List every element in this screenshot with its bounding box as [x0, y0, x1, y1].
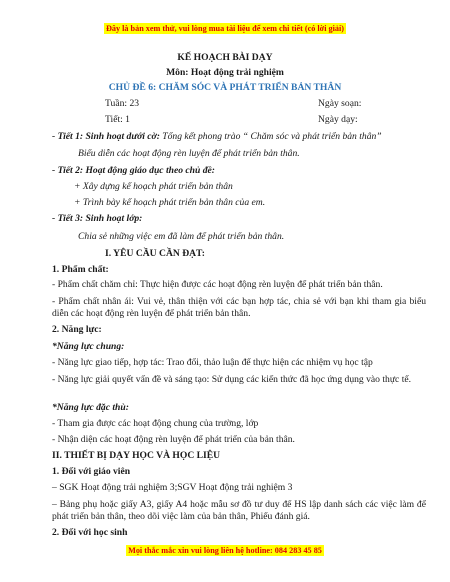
teacher-heading: 1. Đối với giáo viên	[52, 466, 131, 477]
doc-title: KẾ HOẠCH BÀI DẠY	[177, 52, 273, 63]
topic-heading: CHỦ ĐỀ 6: CHĂM SÓC VÀ PHÁT TRIỂN BẢN THÂN	[108, 82, 342, 93]
session-3-label: - Tiết 3: Sinh hoạt lớp:	[52, 213, 143, 224]
specific-competence-heading: *Năng lực đặc thù:	[52, 402, 129, 413]
session-2-item-2: + Trình bày kế hoạch phát triển bản thân của em.	[74, 197, 266, 208]
prep-date-label: Ngày soạn:	[318, 98, 362, 109]
session-1-text: Tổng kết phong trào “ Chăm sóc và phát triển bản thân”	[159, 131, 382, 142]
teach-date-label: Ngày dạy:	[318, 114, 358, 125]
student-heading: 2. Đối với học sinh	[52, 527, 128, 538]
teacher-block	[52, 482, 426, 524]
general-competence-heading: *Năng lực chung:	[52, 341, 125, 352]
preview-banner	[0, 24, 450, 33]
section-1-heading: I. YÊU CẦU CẦN ĐẠT:	[105, 248, 205, 259]
specific-competence-1: - Tham gia được các hoạt động chung của trường, lớp	[52, 418, 259, 429]
qualities-block	[52, 279, 426, 321]
session-1-sub: Biểu diễn các hoạt động rèn luyện để phát triển bản thân.	[78, 148, 300, 159]
teacher-item-2: – Bảng phụ hoặc giấy A3, giấy A4 hoặc mẫu sơ đồ tư duy để HS lập danh sách các việc làm để phát triển bản thân, theo dõi việc làm của bản thân, Phiếu đánh giá.	[52, 498, 426, 523]
session-1	[52, 131, 382, 143]
session-1-label: - Tiết 1: Sinh hoạt dưới cờ:	[52, 131, 160, 142]
competence-heading: 2. Năng lực:	[52, 324, 102, 335]
qualities-heading: 1. Phẩm chất:	[52, 264, 109, 275]
week-label: Tuần: 23	[105, 98, 140, 109]
teacher-item-1: – SGK Hoạt động trải nghiệm 3;SGV Hoạt động trải nghiệm 3	[52, 482, 293, 493]
hotline-banner-text: Mọi thắc mắc xin vui lòng liên hệ hotline: 084 283 45 85	[128, 546, 322, 555]
general-competence-2: - Năng lực giải quyết vấn đề và sáng tạo: Sử dụng các kiến thức đã học ứng dụng vào thực tế.	[52, 373, 412, 385]
subject-line: Môn: Hoạt động trải nghiệm	[166, 67, 284, 78]
hotline-banner	[0, 546, 450, 555]
general-competence-block	[52, 357, 426, 386]
period-label: Tiết: 1	[105, 114, 130, 125]
quality-kindness: - Phẩm chất nhân ái: Vui vẻ, thân thiện với các bạn hợp tác, chia sẻ với bạn khi tham gia biểu diễn các hoạt động rèn luyện để phát triển bản thân.	[52, 295, 426, 320]
quality-diligence: - Phẩm chất chăm chỉ: Thực hiện được các hoạt động rèn luyện để phát triển bản thân.	[52, 279, 383, 290]
session-2-label: - Tiết 2: Hoạt động giáo dục theo chủ đề:	[52, 165, 215, 176]
general-competence-1: - Năng lực giao tiếp, hợp tác: Trao đổi, thảo luận để thực hiện các nhiệm vụ học tập	[52, 357, 373, 368]
specific-competence-2: - Nhận diện các hoạt động rèn luyện để phát triển của bản thân.	[52, 434, 295, 445]
section-2-heading: II. THIẾT BỊ DẠY HỌC VÀ HỌC LIỆU	[52, 450, 221, 461]
session-3-text: Chia sẻ những việc em đã làm để phát triển bản thân.	[78, 231, 285, 242]
session-2-item-1: + Xây dựng kế hoạch phát triển bản thân	[74, 181, 233, 192]
preview-banner-text: Đây là bản xem thử, vui lòng mua tài liệu để xem chi tiết (có lời giải)	[105, 24, 344, 33]
